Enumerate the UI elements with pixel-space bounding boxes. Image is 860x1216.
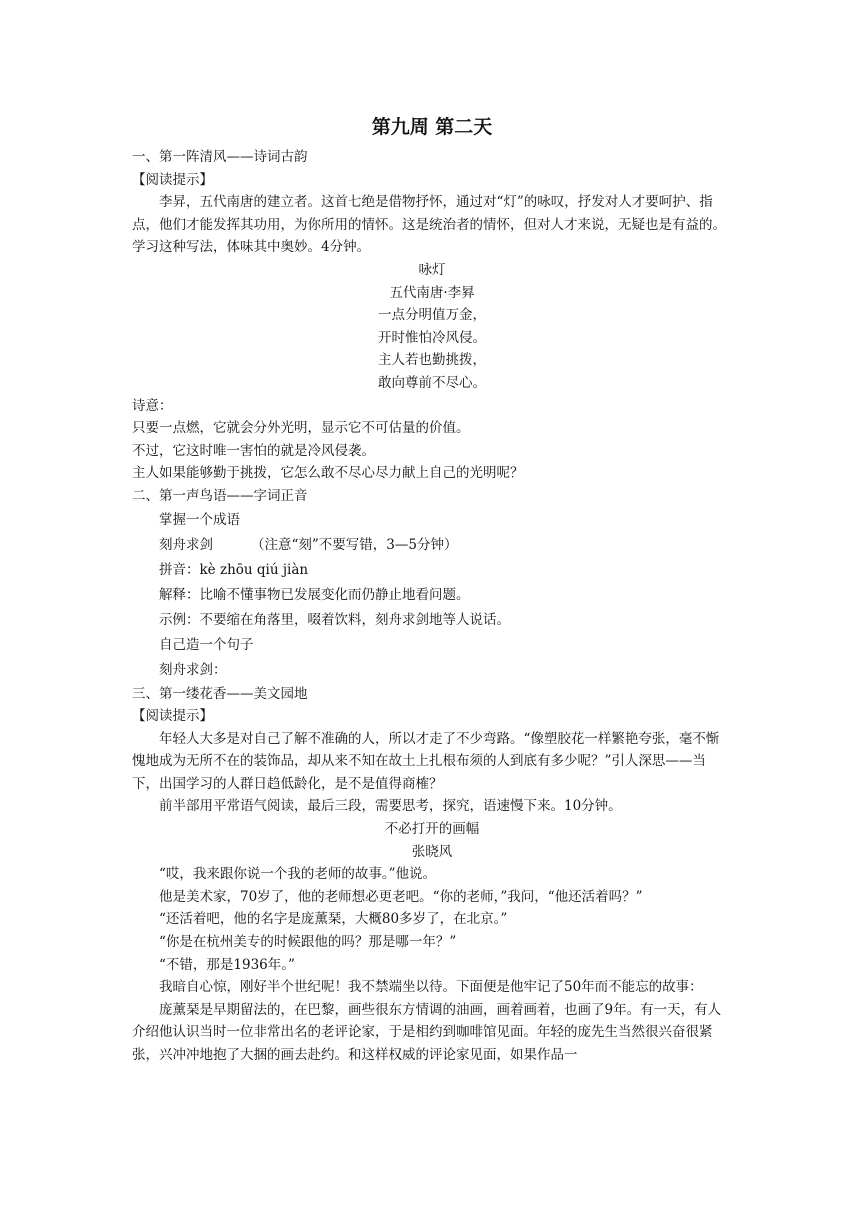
- article-paragraph: “还活着吧，他的名字是庞薰琹，大概80多岁了，在北京。”: [159, 911, 508, 928]
- poem-line: 一点分明值万金，: [378, 307, 486, 324]
- poem-line: 主人若也勤挑拨，: [378, 352, 486, 369]
- section3-heading: 三、第一缕花香——美文园地: [132, 685, 308, 702]
- section3-tip-label: 【阅读提示】: [132, 708, 213, 725]
- meaning-line: 只要一点燃，它就会分外光明，显示它不可估量的价值。: [132, 420, 470, 437]
- meaning-line: 不过，它这时唯一害怕的就是冷风侵袭。: [132, 442, 375, 459]
- article-paragraph: “你是在杭州美专的时候跟他的吗？那是哪一年？”: [159, 934, 457, 951]
- poem-line: 开时惟怕冷风侵。: [378, 329, 486, 346]
- idiom-intro: 掌握一个成语: [159, 511, 240, 528]
- document-body: [132, 114, 732, 1067]
- make-sentence: 自己造一个句子: [159, 636, 254, 653]
- section3-tip-text-2: 前半部用平常语气阅读，最后三段，需要思考，探究，语速慢下来。10分钟。: [159, 798, 622, 815]
- article-author: 张晓风: [411, 843, 453, 860]
- meaning-line: 主人如果能够勤于挑拨，它怎么敢不尽心尽力献上自己的光明呢？: [132, 465, 524, 482]
- section3-tip-text: 年轻人大多是对自己了解不准确的人，所以才走了不少弯路。“像塑胶花一样繁艳夸张，毫不惭愧地成为无所不在的装饰品，却从来不知在故土上扎根布须的人到底有多少呢？”引人深思——当下，出国学习的人群日趋低龄化，是不是值得商榷？: [132, 730, 720, 792]
- idiom-note: （注意“刻”不要写错，3—5分钟）: [251, 536, 458, 553]
- page-title: 第九周 第二天: [371, 116, 493, 138]
- section1-tip-text: 李昇，五代南唐的建立者。这首七绝是借物抒怀，通过对“灯”的咏叹，抒发对人才要呵护、指点，他们才能发挥其功用，为你所用的情怀。这是统治者的情怀，但对人才来说，无疑也是有益的。学习这种写法，体味其中奥妙。4分钟。: [132, 194, 726, 256]
- idiom-explain: 解释：比喻不懂事物已发展变化而仍静止地看问题。: [159, 586, 470, 603]
- poem-title: 咏灯: [418, 261, 446, 278]
- article-paragraph: “不错，那是1936年。”: [159, 956, 295, 973]
- article-paragraph: 庞薰琹是早期留法的，在巴黎，画些很东方情调的油画，画着画着，也画了9年。有一天，有人介绍他认识当时一位非常出名的老评论家，于是相约到咖啡馆见面。年轻的庞先生当然很兴奋很紧张，兴冲冲地抱了大捆的画去赴约。和这样权威的评论家见面，如果作品一: [132, 1001, 722, 1063]
- idiom-pinyin: 拼音：kè zhōu qiú jiàn: [159, 561, 309, 578]
- idiom: 刻舟求剑: [159, 536, 213, 553]
- poem-author: 五代南唐·李昪: [389, 284, 475, 301]
- idiom-example: 示例：不要缩在角落里，啜着饮料，刻舟求剑地等人说话。: [159, 611, 510, 628]
- poem-line: 敢向尊前不尽心。: [378, 374, 486, 391]
- meaning-label: 诗意：: [132, 397, 173, 414]
- idiom-line: [132, 533, 732, 558]
- article-title: 不必打开的画幅: [384, 821, 480, 838]
- section2-heading: 二、第一声鸟语——字词正音: [132, 487, 308, 504]
- section1-heading: 一、第一阵清风——诗词古韵: [132, 149, 308, 165]
- sentence-label: 刻舟求剑：: [159, 661, 227, 678]
- section1-tip-label: 【阅读提示】: [132, 171, 213, 188]
- article-paragraph: “哎，我来跟你说一个我的老师的故事。”他说。: [159, 866, 437, 883]
- article-paragraph: 我暗自心惊，刚好半个世纪呢！我不禁端坐以待。下面便是他牢记了50年而不能忘的故事：: [159, 979, 703, 996]
- article-paragraph: 他是美术家，70岁了，他的老师想必更老吧。“你的老师，”我问，“他还活着吗？”: [159, 888, 643, 905]
